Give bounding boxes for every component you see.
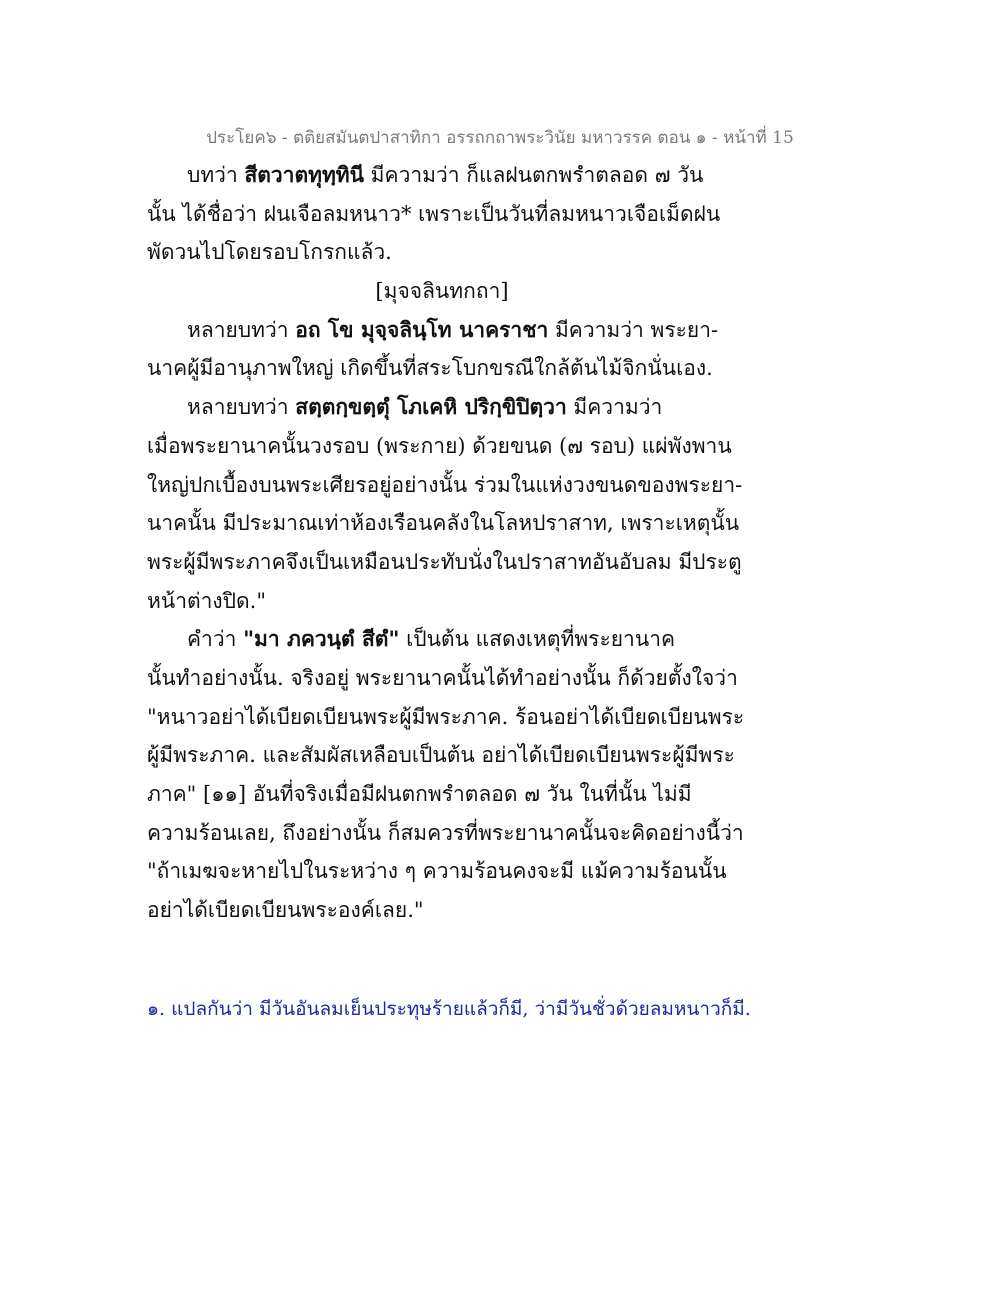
paragraph-2-line-1 [147, 311, 719, 350]
paragraph-4-line-6: ความร้อนเลย, ถึงอย่างนั้น ก็สมควรที่พระยานาคนั้นจะคิดอย่างนี้ว่า [147, 820, 744, 845]
text-fragment: มีความว่า ก็แลฝนตกพรำตลอด ๗ วัน [364, 163, 704, 187]
paragraph-1-line-2: นั้น ได้ชื่อว่า ฝนเจือลมหนาว* เพราะเป็นวันที่ลมหนาวเจือเม็ดฝน [147, 201, 721, 226]
pali-term: อถ โข มุจฺจลินฺโท นาคราชา [295, 316, 549, 342]
text-fragment: มีความว่า พระยา- [548, 317, 719, 342]
paragraph-3-line-6: หน้าต่างปิด." [147, 588, 266, 613]
text-fragment: มีความว่า [566, 395, 663, 420]
paragraph-4-line-1 [147, 620, 707, 659]
pali-term: สตฺตกฺขตฺตุํ โภเคหิ ปริกฺขิปิตฺวา [295, 394, 567, 420]
text-fragment: คำว่า [187, 627, 244, 652]
paragraph-3-line-3: ใหญ่ปกเบื้องบนพระเศียรอยู่อย่างนั้น ร่วมในแห่งวงขนดของพระยา- [147, 472, 743, 497]
text-fragment: เป็นต้น แสดงเหตุที่พระยานาค [399, 627, 676, 652]
body-text [147, 156, 745, 930]
paragraph-4-line-5: ภาค" [๑๑] อันที่จริงเมื่อมีฝนตกพรำตลอด ๗ วัน ในที่นั้น ไม่มี [147, 782, 692, 806]
paragraph-3-line-1 [147, 388, 707, 427]
footnote: ๑. แปลกันว่า มีวันอันลมเย็นประทุษร้ายแล้วก็มี, ว่ามีวันชั่วด้วยลมหนาวก็มี. [147, 998, 751, 1020]
paragraph-4-line-8: อย่าได้เบียดเบียนพระองค์เลย." [147, 898, 424, 923]
paragraph-4-line-7: "ถ้าเมฆจะหายไปในระหว่าง ๆ ความร้อนคงจะมี แม้ความร้อนนั้น [147, 859, 727, 884]
paragraph-1-line-3: พัดวนไปโดยรอบโกรกแล้ว. [147, 240, 392, 265]
paragraph-3-line-2: เมื่อพระยานาคนั้นวงรอบ (พระกาย) ด้วยขนด (๗ รอบ) แผ่พังพาน [147, 433, 732, 458]
paragraph-4-line-3: "หนาวอย่าได้เบียดเบียนพระผู้มีพระภาค. ร้อนอย่าได้เบียดเบียนพระ [147, 704, 745, 729]
paragraph-4-line-2: นั้นทำอย่างนั้น. จริงอยู่ พระยานาคนั้นได้ทำอย่างนั้น ก็ด้วยตั้งใจว่า [147, 665, 738, 690]
paragraph-1-line-1 [147, 156, 707, 195]
paragraph-3-line-5: พระผู้มีพระภาคจึงเป็นเหมือนประทับนั่งในปราสาทอันอับลม มีประตู [147, 549, 742, 574]
pali-term: สีตวาตทุทฺทินี [244, 162, 364, 187]
section-heading: [มุจจลินทกถา] [375, 279, 509, 304]
running-header: ประโยค๖ - ตติยสมันตปาสาทิกา อรรถกถาพระวินัย มหาวรรค ตอน ๑ - หน้าที่ 15 [206, 128, 794, 148]
paragraph-4-line-4: ผู้มีพระภาค. และสัมผัสเหลือบเป็นต้น อย่าได้เบียดเบียนพระผู้มีพระ [147, 743, 735, 768]
text-fragment: หลายบทว่า [187, 395, 296, 420]
pali-term: "มา ภควนฺตํ สีตํ" [243, 626, 400, 652]
paragraph-2-line-2: นาคผู้มีอานุภาพใหญ่ เกิดขึ้นที่สระโบกขรณีใกล้ต้นไม้จิกนั่นเอง. [147, 356, 713, 381]
text-fragment: หลายบทว่า [187, 317, 296, 342]
text-fragment: บทว่า [187, 163, 245, 187]
paragraph-3-line-4: นาคนั้น มีประมาณเท่าห้องเรือนคลังในโลหปราสาท, เพราะเหตุนั้น [147, 511, 740, 536]
